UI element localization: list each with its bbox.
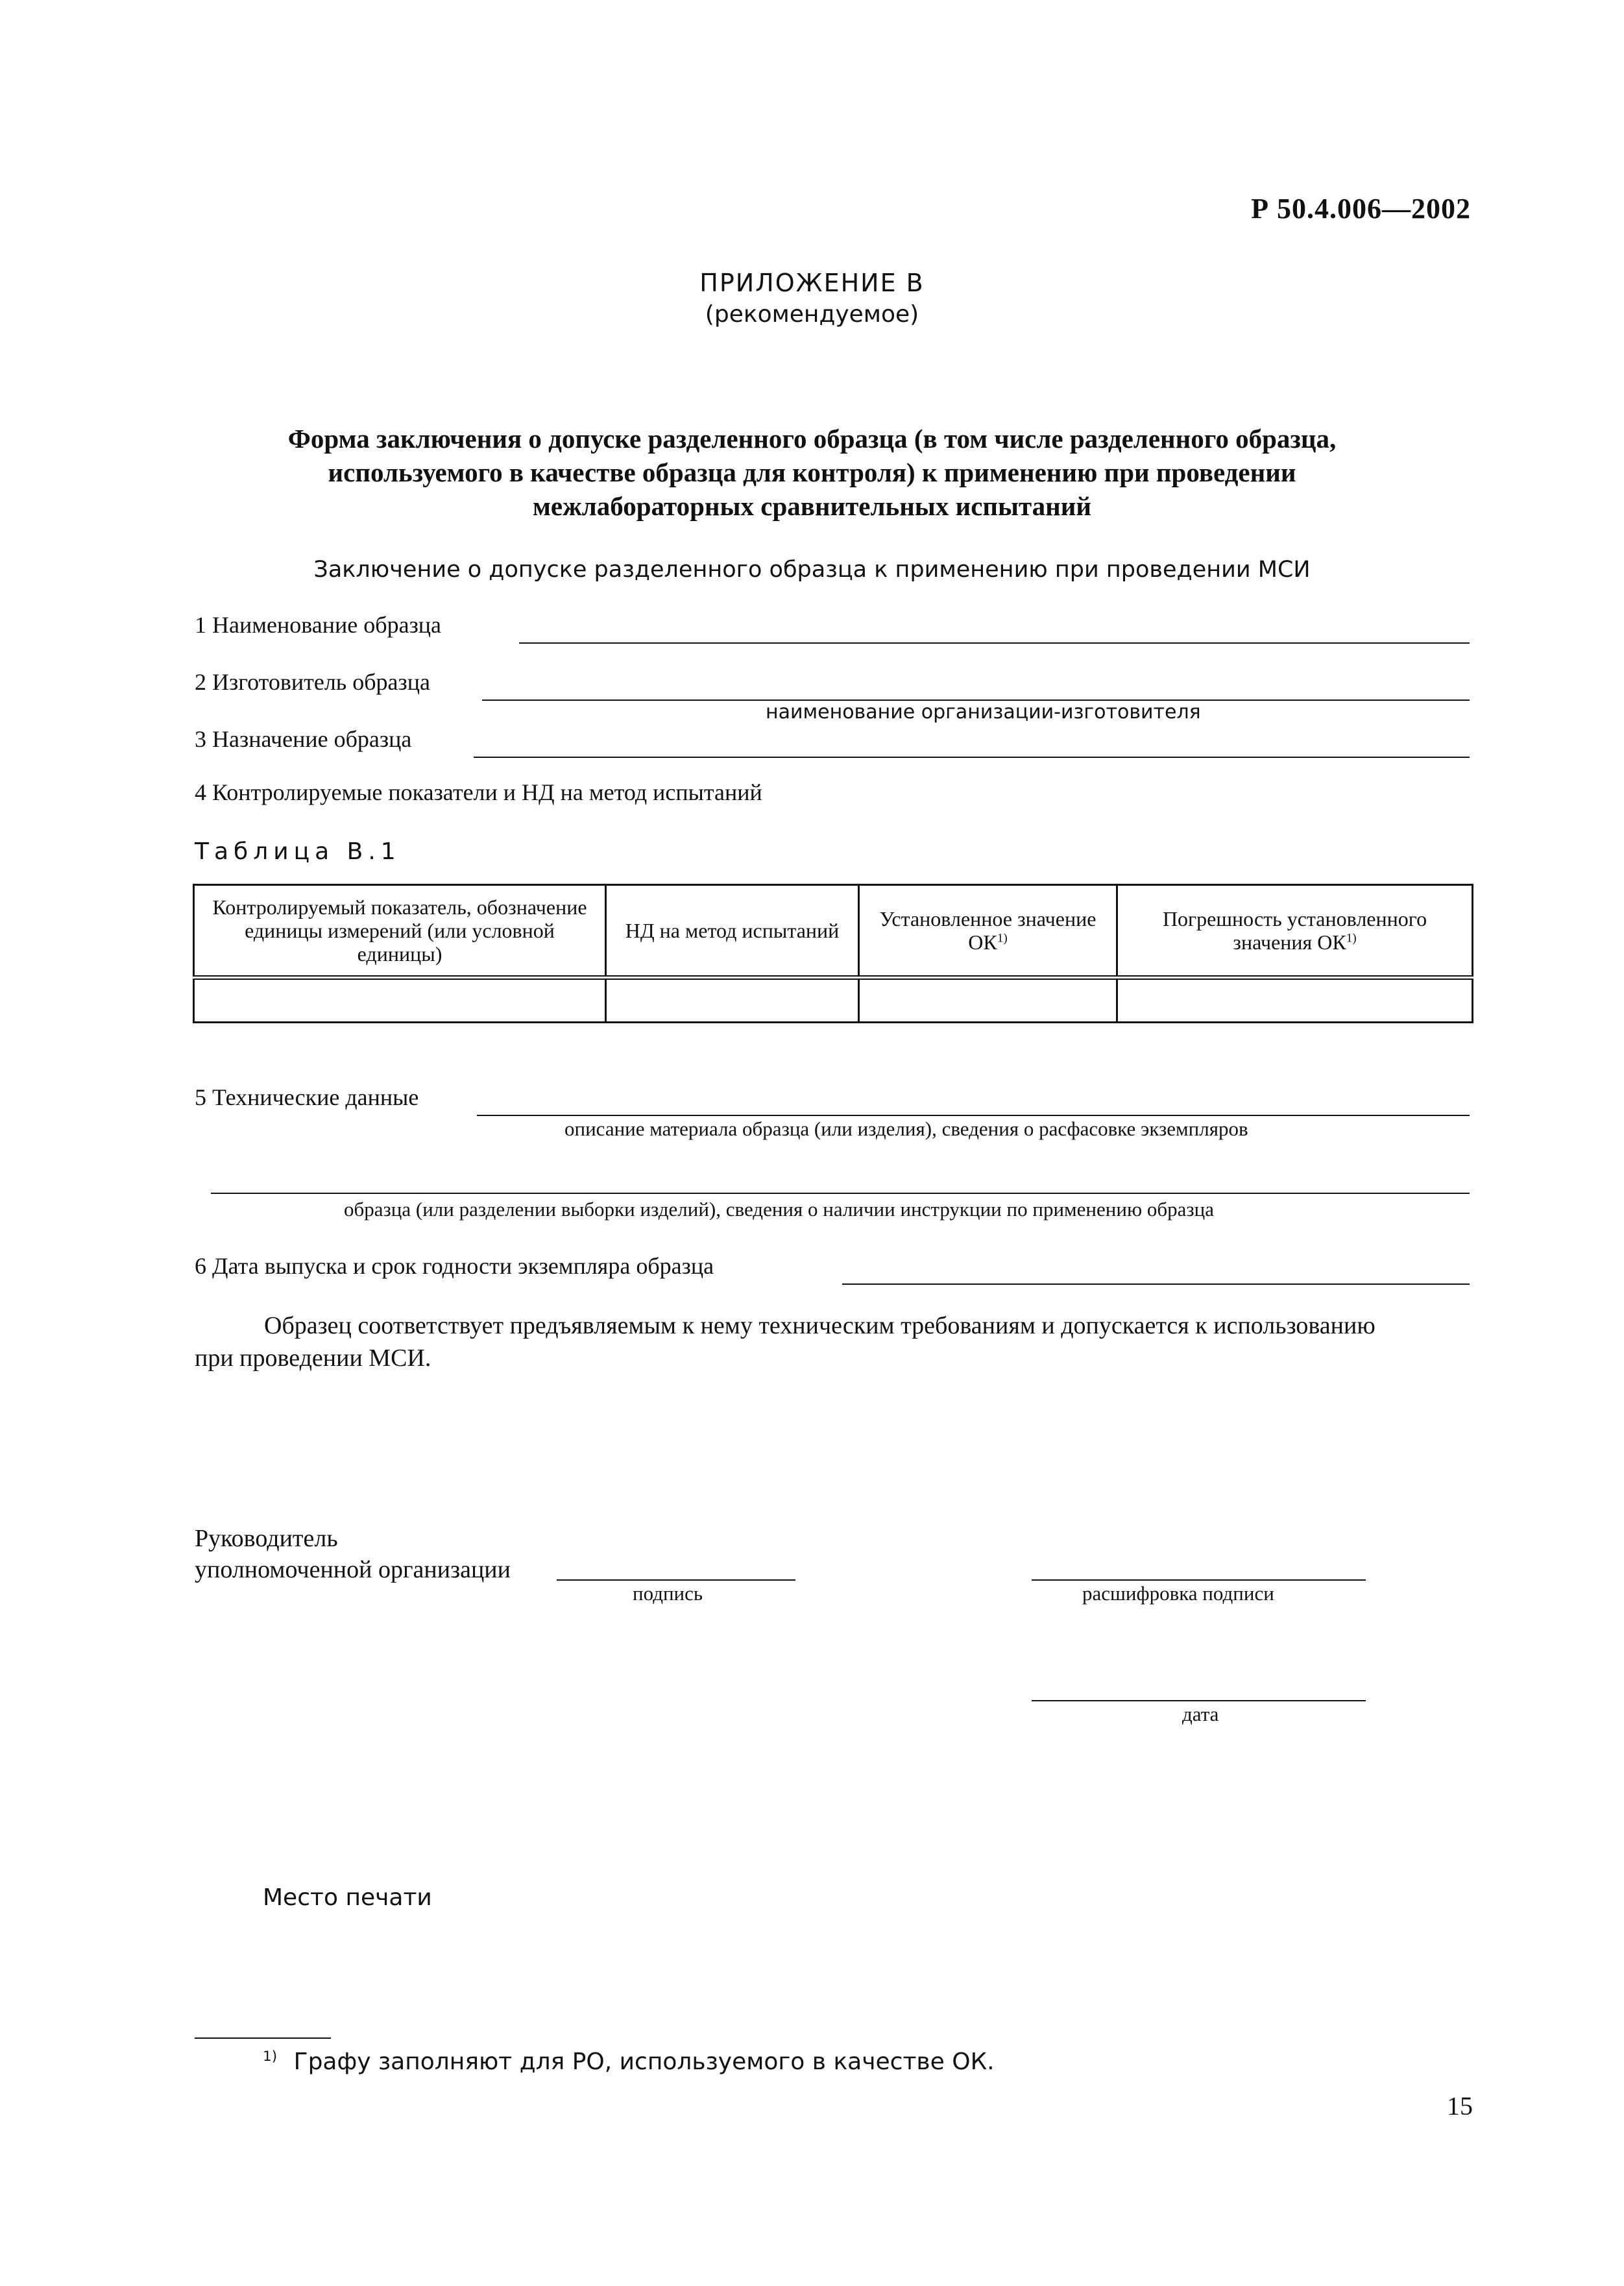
field-purpose-label: 3 Назначение образца — [195, 726, 412, 752]
document-code: Р 50.4.006—2002 — [1251, 193, 1471, 225]
footnote-mark: 1) — [1346, 931, 1357, 945]
table-cell[interactable] — [859, 978, 1117, 1023]
signer-role — [195, 1523, 511, 1585]
header-text: Контролируемый показатель, обозначение единицы измерений (или условной единицы) — [212, 895, 587, 966]
field-sample-name-line[interactable] — [519, 642, 1470, 644]
field-indicators-label: 4 Контролируемые показатели и НД на метод испытаний — [195, 779, 762, 805]
stamp-place: Место печати — [263, 1884, 432, 1911]
form-title-line: Форма заключения о допуске разделенного образца (в том числе разделенного образца, — [287, 424, 1337, 454]
date-hint: дата — [1182, 1703, 1219, 1725]
signature-line[interactable] — [557, 1579, 795, 1581]
signer-role-line: Руководитель — [195, 1525, 338, 1552]
header-text: Установленное значение ОК — [879, 907, 1097, 954]
field-date-label: 6 Дата выпуска и срок годности экземпляра образца — [195, 1253, 714, 1279]
header-text: НД на метод испытаний — [625, 919, 840, 942]
footnote — [263, 2049, 995, 2075]
compliance-paragraph — [195, 1309, 1476, 1374]
footnote-separator — [195, 2037, 331, 2039]
field-purpose-line[interactable] — [474, 757, 1470, 758]
signature-decode-hint: расшифровка подписи — [1082, 1582, 1274, 1605]
form-title-line: используемого в качестве образца для контроля) к применению при проведении — [328, 457, 1296, 487]
table-cell[interactable] — [194, 978, 606, 1023]
field-tech-data-line-2[interactable] — [211, 1193, 1470, 1194]
signer-role-line: уполномоченной организации — [195, 1556, 511, 1583]
appendix-note: (рекомендуемое) — [705, 301, 919, 328]
compliance-line: при проведении МСИ. — [195, 1344, 431, 1372]
signature-decode-line[interactable] — [1032, 1579, 1366, 1581]
field-tech-data-hint: описание материала образца (или изделия), сведения о расфасовке экземпляров — [564, 1117, 1248, 1140]
field-sample-name-label: 1 Наименование образца — [195, 612, 442, 638]
field-tech-data-hint-2: образца (или разделении выборки изделий), сведения о наличии инструкции по применению образца — [344, 1198, 1214, 1221]
page-number: 15 — [1447, 2091, 1473, 2121]
footnote-text: Графу заполняют для РО, используемого в качестве ОК. — [293, 2049, 995, 2075]
table-row — [194, 978, 1473, 1023]
field-manufacturer-label: 2 Изготовитель образца — [195, 669, 430, 695]
table-header-cell — [1117, 885, 1473, 978]
table-cell[interactable] — [606, 978, 859, 1023]
footnote-mark: 1) — [997, 931, 1008, 945]
field-tech-data-label: 5 Технические данные — [195, 1084, 419, 1110]
table-header-row — [194, 885, 1473, 978]
signature-hint: подпись — [633, 1582, 703, 1605]
date-line[interactable] — [1032, 1700, 1366, 1701]
form-title — [0, 422, 1624, 523]
footnote-mark: 1) — [263, 2049, 278, 2065]
form-title-line: межлабораторных сравнительных испытаний — [532, 491, 1092, 521]
table-header-cell — [859, 885, 1117, 978]
table-cell[interactable] — [1117, 978, 1473, 1023]
table-header-cell — [606, 885, 859, 978]
table-caption: Таблица В.1 — [195, 838, 401, 865]
appendix-title: ПРИЛОЖЕНИЕ В — [699, 269, 925, 297]
indicators-table — [193, 884, 1473, 1023]
field-manufacturer-hint: наименование организации-изготовителя — [766, 701, 1201, 723]
field-tech-data-line[interactable] — [477, 1115, 1470, 1116]
field-date-line[interactable] — [842, 1283, 1470, 1285]
conclusion-title: Заключение о допуске разделенного образца к применению при проведении МСИ — [313, 557, 1311, 583]
header-text: Погрешность установленного значения ОК — [1162, 907, 1427, 954]
compliance-line: Образец соответствует предъявляемым к нему техническим требованиям и допускается к использованию — [264, 1312, 1376, 1339]
table-header-cell — [194, 885, 606, 978]
